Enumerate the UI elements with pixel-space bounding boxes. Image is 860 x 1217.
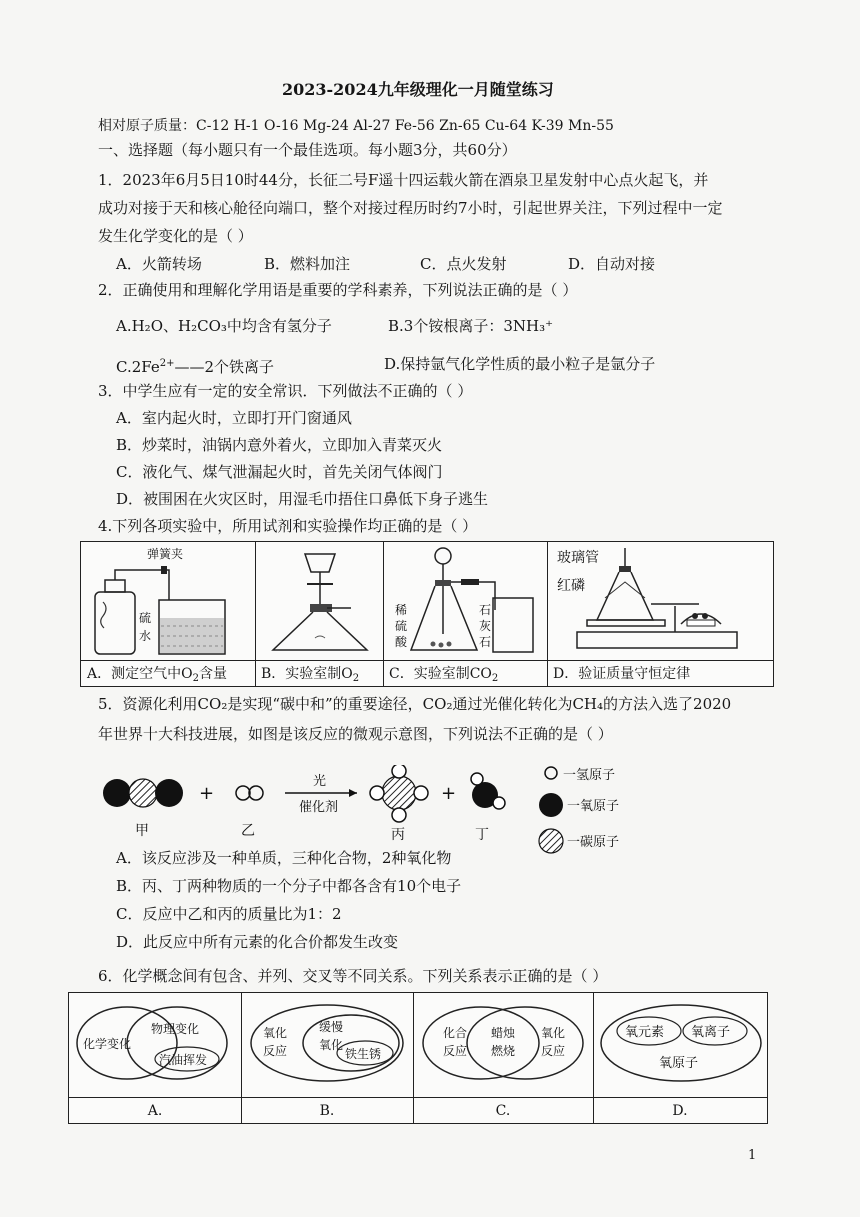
svg-text:汽油挥发: 汽油挥发 (159, 1053, 208, 1067)
svg-text:一氢原子: 一氢原子 (563, 768, 616, 783)
co2-generation-diagram (383, 542, 547, 660)
q1-option-c: C．点火发射 (420, 255, 507, 273)
page-title: 2023-2024九年级理化一月随堂练习 (282, 80, 554, 99)
q4-fig-d (547, 542, 773, 686)
jia-oxygen-left (103, 779, 131, 807)
svg-text:蜡烛: 蜡烛 (491, 1026, 516, 1040)
svg-text:一氧原子: 一氧原子 (567, 799, 620, 814)
q6-fig-a (69, 993, 242, 1123)
page-number: 1 (748, 1148, 757, 1163)
q4-fig-c (383, 542, 548, 686)
svg-text:丙: 丙 (391, 827, 405, 843)
q4-caption-c: C．实验室制$CO_2$ (383, 660, 547, 686)
q6-label-c: C. (413, 1097, 593, 1123)
svg-text:反应: 反应 (541, 1044, 566, 1058)
svg-text:氧化: 氧化 (541, 1026, 566, 1040)
svg-text:一碳原子: 一碳原子 (567, 835, 620, 850)
q1-line2: 成功对接于天和核心舱径向端口，整个对接过程历时约7小时，引起世界关注，下列过程中一定 (98, 199, 723, 217)
q1-line1: 1．2023年6月5日10时44分，长征二号F遥十四运载火箭在酒泉卫星发射中心点火起飞，并 (98, 171, 709, 189)
svg-text:乙: 乙 (241, 823, 255, 839)
atomic-masses: 相对原子质量：C-12 H-1 O-16 Mg-24 Al-27 Fe-56 Zn-65 Cu-64 K-39 Mn-55 (98, 118, 614, 134)
svg-text:物理变化: 物理变化 (151, 1022, 200, 1036)
svg-text:酸: 酸 (395, 635, 408, 649)
jia-carbon (129, 779, 157, 807)
q2-option-d: D.保持氩气化学性质的最小粒子是氩分子 (384, 355, 656, 373)
svg-text:光: 光 (313, 774, 327, 789)
q4-caption-a: A．测定空气中$O_2$含量 (81, 660, 255, 686)
q5-option-a: A．该反应涉及一种单质，三种化合物，2种氧化物 (116, 849, 452, 867)
q4-figure-table (80, 541, 774, 687)
q2-option-a: A.H₂O、H₂CO₃中均含有氢分子 (116, 317, 332, 335)
svg-text:催化剂: 催化剂 (299, 800, 339, 815)
svg-text:弹簧夹: 弹簧夹 (147, 547, 184, 561)
svg-text:氧化: 氧化 (263, 1026, 288, 1040)
q6-label-b: B. (241, 1097, 413, 1123)
svg-text:甲: 甲 (135, 823, 149, 839)
q3-option-c: C．液化气、煤气泄漏起火时，首先关闭气体阀门 (116, 463, 443, 481)
q1-option-d: D．自动对接 (568, 255, 656, 273)
q5-option-b: B．丙、丁两种物质的一个分子中都各含有10个电子 (116, 877, 462, 895)
svg-text:玻璃管: 玻璃管 (557, 550, 599, 566)
svg-text:燃烧: 燃烧 (491, 1044, 516, 1058)
bing-carbon (382, 776, 416, 810)
svg-text:+: + (441, 783, 457, 804)
q6-stem: 6．化学概念间有包含、并列、交叉等不同关系。下列关系表示正确的是（ ） (98, 967, 608, 985)
q5-option-d: D．此反应中所有元素的化合价都发生改变 (116, 933, 399, 951)
q5-line1: 5．资源化利用CO₂是实现“碳中和”的重要途径，CO₂通过光催化转化为CH₄的方法入选了2020 (98, 695, 732, 713)
svg-text:石: 石 (479, 603, 492, 617)
q6-figure-table (68, 992, 768, 1124)
q6-label-d: D. (593, 1097, 767, 1123)
q3-stem: 3．中学生应有一定的安全常识．下列做法不正确的（ ） (98, 382, 473, 400)
q1-option-a: A．火箭转场 (116, 255, 202, 273)
svg-text:稀: 稀 (395, 603, 408, 617)
q3-option-d: D．被围困在火灾区时，用湿毛巾捂住口鼻低下身子逃生 (116, 490, 489, 508)
q2-option-c: $C.2Fe^{2+}——2$个铁离子 (116, 358, 275, 376)
svg-text:硫: 硫 (395, 619, 408, 633)
q6-fig-b (241, 993, 414, 1123)
svg-text:化学变化: 化学变化 (83, 1037, 132, 1051)
q4-caption-b: B．实验室制$O_2$ (255, 660, 383, 686)
svg-text:氧元素: 氧元素 (625, 1025, 665, 1040)
q4-stem: 4.下列各项实验中，所用试剂和实验操作均正确的是（ ） (98, 517, 478, 535)
q4-fig-b (255, 542, 384, 686)
q3-option-b: B．炒菜时，油锅内意外着火，立即加入青菜灭火 (116, 436, 443, 454)
svg-text:+: + (199, 783, 215, 804)
q2-option-b: B.3个铵根离子：3NH₃⁺ (388, 317, 554, 335)
svg-text:反应: 反应 (263, 1044, 288, 1058)
svg-text:红磷: 红磷 (557, 578, 585, 594)
q6-fig-c (413, 993, 594, 1123)
q1-option-b: B．燃料加注 (264, 255, 351, 273)
q5-line2: 年世界十大科技进展，如图是该反应的微观示意图，下列说法不正确的是（ ） (98, 725, 613, 743)
svg-text:石: 石 (479, 635, 492, 649)
q5-option-c: C．反应中乙和丙的质量比为1：2 (116, 905, 342, 923)
svg-text:缓慢: 缓慢 (319, 1020, 344, 1034)
svg-text:氧化: 氧化 (319, 1038, 344, 1052)
svg-text:硫: 硫 (139, 611, 152, 625)
q3-option-a: A．室内起火时，立即打开门窗通风 (116, 409, 352, 427)
svg-text:化合: 化合 (443, 1026, 468, 1040)
q6-fig-d (593, 993, 767, 1123)
yi-hydrogen-1 (236, 786, 250, 800)
section-heading: 一、选择题（每小题只有一个最佳选项。每小题3分，共60分） (98, 141, 517, 159)
svg-text:丁: 丁 (475, 827, 489, 843)
svg-text:反应: 反应 (443, 1044, 468, 1058)
q6-label-a: A. (69, 1097, 241, 1123)
q1-line3: 发生化学变化的是（ ） (98, 227, 253, 245)
q4-caption-d: D．验证质量守恒定律 (547, 660, 773, 686)
svg-text:氧原子: 氧原子 (659, 1056, 699, 1071)
svg-text:灰: 灰 (479, 619, 492, 633)
mass-conservation-diagram (547, 542, 771, 660)
air-oxygen-apparatus-diagram (81, 542, 255, 660)
q2-stem: 2．正确使用和理解化学用语是重要的学科素养，下列说法正确的是（ ） (98, 281, 578, 299)
q4-fig-a (81, 542, 256, 686)
jia-oxygen-right (155, 779, 183, 807)
svg-text:铁生锈: 铁生锈 (345, 1047, 382, 1061)
oxygen-generation-diagram (255, 542, 383, 660)
yi-hydrogen-2 (249, 786, 263, 800)
svg-text:氧离子: 氧离子 (691, 1025, 731, 1040)
svg-text:水: 水 (139, 629, 152, 643)
